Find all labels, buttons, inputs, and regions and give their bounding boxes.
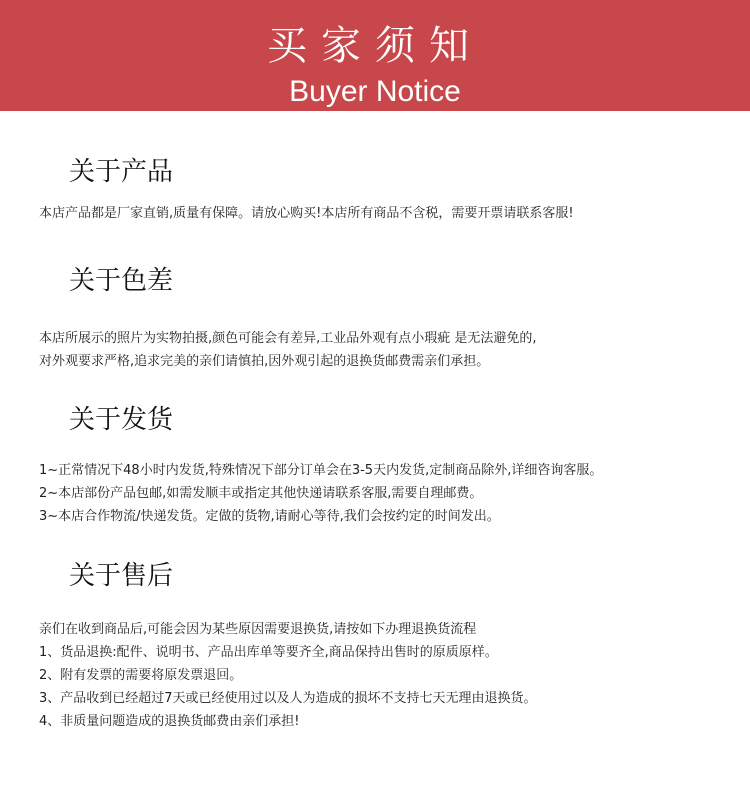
body-line: 对外观要求严格,追求完美的亲们请慎拍,因外观引起的退换货邮费需亲们承担。: [39, 354, 490, 369]
banner-title-en: Buyer Notice: [289, 75, 461, 108]
section-body-aftersales: [39, 618, 537, 733]
section-body-shipping: [39, 459, 602, 528]
body-line: 亲们在收到商品后,可能会因为某些原因需要退换货,请按如下办理退换货流程: [39, 622, 477, 637]
body-line: 2~本店部份产品包邮,如需发顺丰或指定其他快递请联系客服,需要自理邮费。: [39, 486, 483, 501]
body-line: 3~本店合作物流/快递发货。定做的货物,请耐心等待,我们会按约定的时间发出。: [39, 509, 500, 524]
section-heading-aftersales: 关于售后: [69, 561, 174, 591]
body-line: 本店所展示的照片为实物拍摄,颜色可能会有差异,工业品外观有点小瑕疵 是无法避免的,: [39, 331, 537, 346]
section-heading-color: 关于色差: [69, 266, 174, 296]
banner-title-cn: 买家须知: [267, 23, 483, 69]
body-line: 1、货品退换:配件、说明书、产品出库单等要齐全,商品保持出售时的原质原样。: [39, 645, 498, 660]
body-line: 4、非质量问题造成的退换货邮费由亲们承担!: [39, 714, 300, 729]
body-line: 3、产品收到已经超过7天或已经使用过以及人为造成的损坏不支持七天无理由退换货。: [39, 691, 537, 706]
header-banner: [0, 0, 750, 111]
body-line: 本店产品都是厂家直销,质量有保障。请放心购买!本店所有商品不含税，需要开票请联系客服!: [39, 206, 574, 221]
body-line: 1~正常情况下48小时内发货,特殊情况下部分订单会在3-5天内发货,定制商品除外,详细咨询客服。: [39, 463, 603, 478]
section-body-color: [39, 327, 537, 373]
section-body-product: [39, 202, 574, 225]
section-heading-shipping: 关于发货: [69, 405, 174, 435]
body-line: 2、附有发票的需要将原发票退回。: [39, 668, 243, 683]
section-heading-product: 关于产品: [69, 157, 174, 187]
